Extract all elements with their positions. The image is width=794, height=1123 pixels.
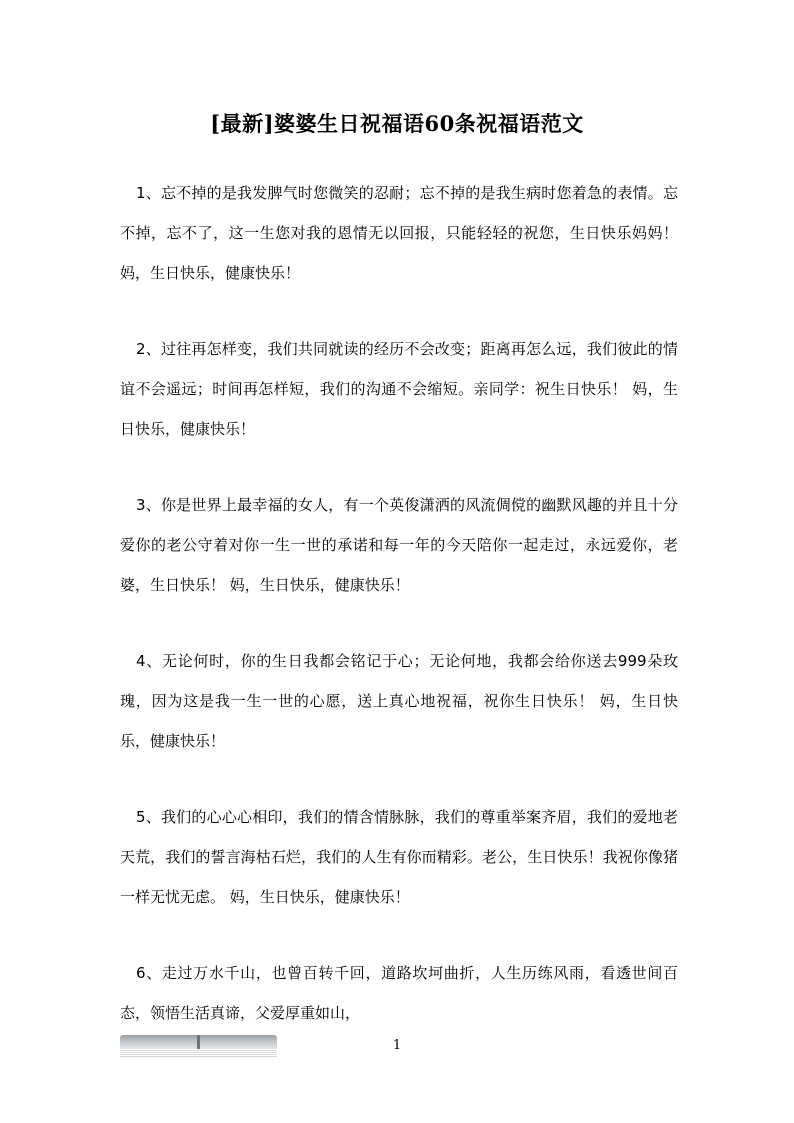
paragraph-2: 2、过往再怎样变，我们共同就读的经历不会改变；距离再怎么远，我们彼此的情谊不会遥远；时间再怎样短，我们的沟通不会缩短。亲同学：祝生日快乐！ 妈，生日快乐，健康快乐！: [120, 340, 678, 438]
page-number: 1: [392, 1038, 402, 1053]
paragraph-5: 5、我们的心心心相印，我们的情含情脉脉，我们的尊重举案齐眉，我们的爱地老天荒，我们的誓言海枯石烂，我们的人生有你而精彩。老公，生日快乐！我祝你像猪一样无忧无虑。 妈，生日快乐，健康快乐！: [120, 808, 678, 906]
paragraph-1: 1、忘不掉的是我发脾气时您微笑的忍耐；忘不掉的是我生病时您着急的表情。忘不掉，忘不了，这一生您对我的恩情无以回报，只能轻轻的祝您，生日快乐妈妈！ 妈，生日快乐，健康快乐！: [120, 184, 678, 282]
paragraph-3: 3、你是世界上最幸福的女人，有一个英俊潇洒的风流倜傥的幽默风趣的并且十分爱你的老公守着对你一生一世的承诺和每一年的今天陪你一起走过，永远爱你，老婆，生日快乐！ 妈，生日快乐，健康快乐！: [120, 496, 678, 594]
paragraph-4: 4、无论何时，你的生日我都会铭记于心；无论何地，我都会给你送去999朵玫瑰，因为这是我一生一世的心愿，送上真心地祝福，祝你生日快乐！ 妈，生日快乐，健康快乐！: [120, 652, 678, 750]
document-title: [最新]婆婆生日祝福语60条祝福语范文: [210, 111, 584, 136]
paragraph-6: 6、走过万水千山，也曾百转千回，道路坎坷曲折，人生历练风雨，看透世间百态，领悟生活真谛，父爱厚重如山，: [120, 964, 678, 1022]
